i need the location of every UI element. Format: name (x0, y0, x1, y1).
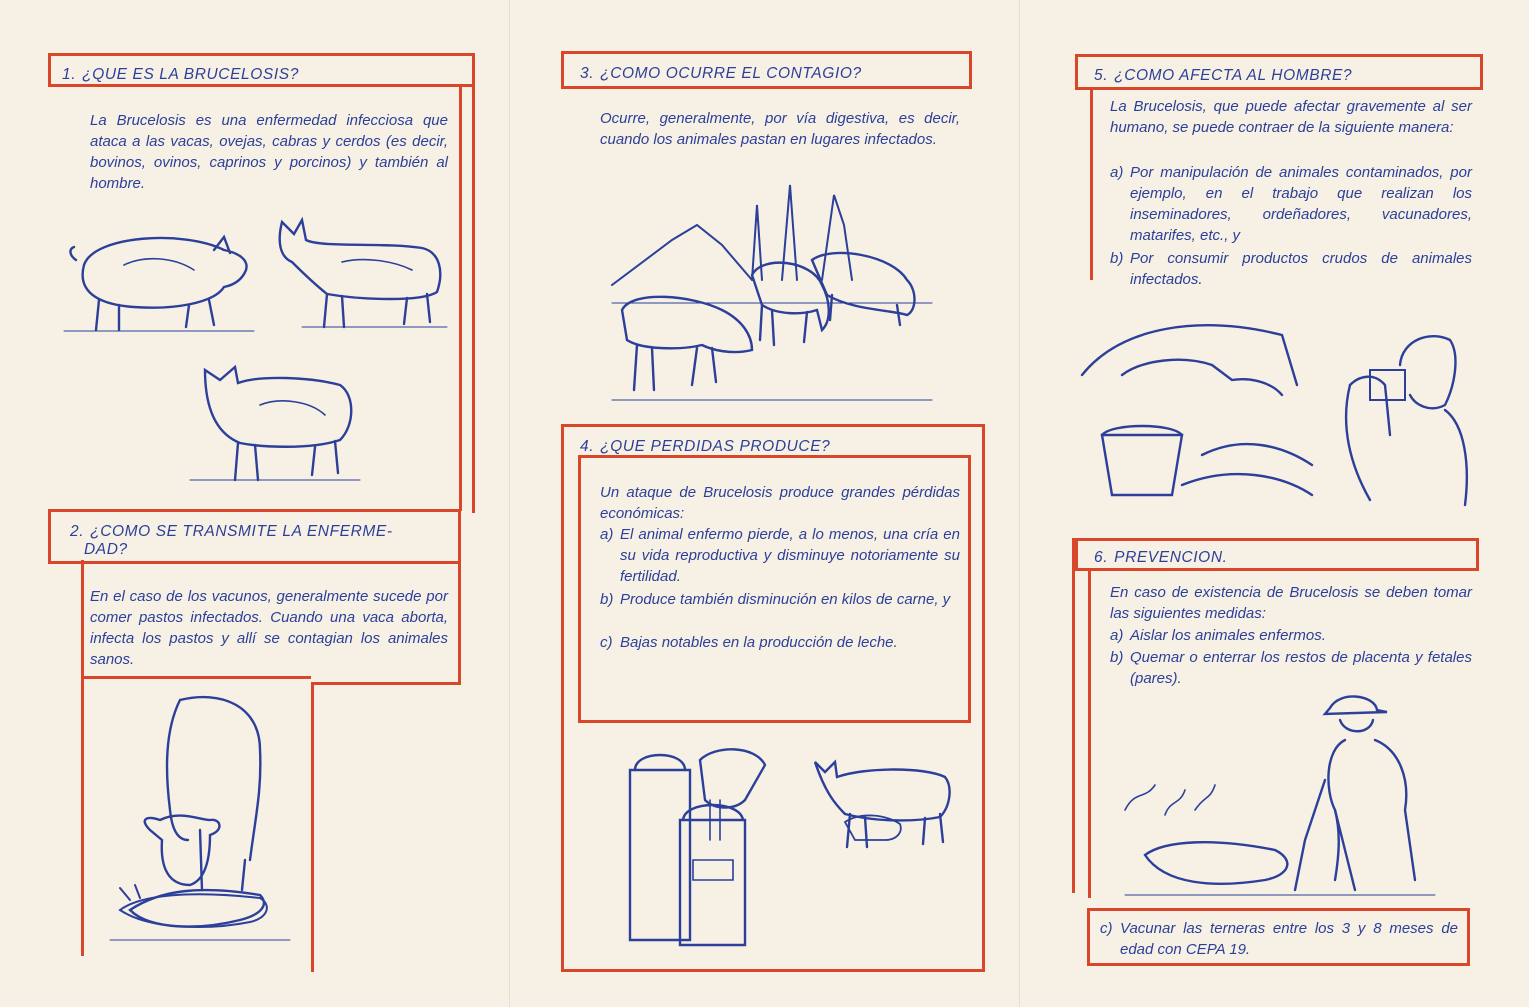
section-2-title-line2: DAD? (84, 541, 128, 558)
section-5-inner-line (1090, 90, 1093, 280)
section-6-item-c: c) Vacunar las terneras entre los 3 y 8 meses de edad con CEPA 19. (1100, 920, 1458, 958)
section-6-title: 6. PREVENCION. (1094, 549, 1228, 566)
section-3-body: Ocurre, generalmente, por vía digestiva, es decir, cuando los animales pastan en lugares infectados. (600, 110, 960, 148)
section-5-intro: La Brucelosis, que puede afectar gravemente al ser humano, se puede contraer de la siguiente manera: (1110, 98, 1472, 136)
section-5-item-b: b) Por consumir productos crudos de animales infectados. (1110, 250, 1472, 288)
section-6-intro: En caso de existencia de Brucelosis se deben tomar las siguientes medidas: (1110, 584, 1472, 622)
section-6-outer-line (1072, 538, 1075, 893)
section-2-outer-line (458, 560, 461, 685)
section-6-item-b: b) Quemar o enterrar los restos de placenta y fetales (pares). (1110, 649, 1472, 687)
section-5-title: 5. ¿COMO AFECTA AL HOMBRE? (1094, 67, 1353, 84)
fold-line-right (1019, 0, 1020, 1007)
section-2-inner-left (81, 560, 84, 956)
section-2-inner-top (81, 676, 311, 679)
farmer-digging-icon (1125, 690, 1435, 905)
section-4-title: 4. ¿QUE PERDIDAS PRODUCE? (580, 438, 831, 455)
section-3-title: 3. ¿COMO OCURRE EL CONTAGIO? (580, 65, 862, 82)
section-5-item-a: a) Por manipulación de animales contaminados, por ejemplo, en el trabajo que realizan los inseminadores, ordeñadores, vacunadores, matarifes, etc., y (1110, 164, 1472, 244)
section-2-step-line (311, 682, 461, 685)
section-2-title: 2. ¿COMO SE TRANSMITE LA ENFERME- DAD? (70, 523, 450, 559)
calf-icon (110, 880, 290, 940)
sheep-icon (190, 355, 360, 485)
section-4-item-a: a) El animal enfermo pierde, a lo menos, una cría en su vida reproductiva y disminuye notoriamente su fertilidad. (600, 526, 960, 585)
milking-hands-icon (1082, 305, 1312, 500)
cow-and-calf-icon (805, 752, 955, 852)
section-4-intro: Un ataque de Brucelosis produce grandes pérdidas económicas: (600, 484, 960, 522)
grazing-cows-icon (612, 250, 932, 410)
section-4-item-b: b) Produce también disminución en kilos de carne, y (600, 591, 951, 608)
section-4-item-c: c) Bajas notables en la producción de leche. (600, 634, 898, 651)
section-1-inner-line (459, 87, 462, 511)
section-1-body: La Brucelosis es una enfermedad infecciosa que ataca a las vacas, ovejas, cabras y cerdos (es decir, bovinos, ovinos, caprinos y porcinos) y también al hombre. (90, 112, 448, 192)
section-2-body: En el caso de los vacunos, generalmente sucede por comer pastos infectados. Cuando una vaca aborta, infecta los pastos y allí se contagian los animales sanos. (90, 588, 448, 668)
section-6-item-a: a) Aislar los animales enfermos. (1110, 627, 1326, 644)
pig-icon (64, 225, 254, 335)
milk-can-icon (615, 740, 795, 950)
section-6-inner-line (1088, 568, 1091, 898)
fold-line-left (509, 0, 510, 1007)
section-2-step-down (311, 682, 314, 972)
man-drinking-icon (1330, 325, 1475, 510)
section-1-outer-line (472, 53, 475, 513)
section-1-title: 1. ¿QUE ES LA BRUCELOSIS? (62, 66, 299, 83)
goat-icon (272, 212, 447, 332)
